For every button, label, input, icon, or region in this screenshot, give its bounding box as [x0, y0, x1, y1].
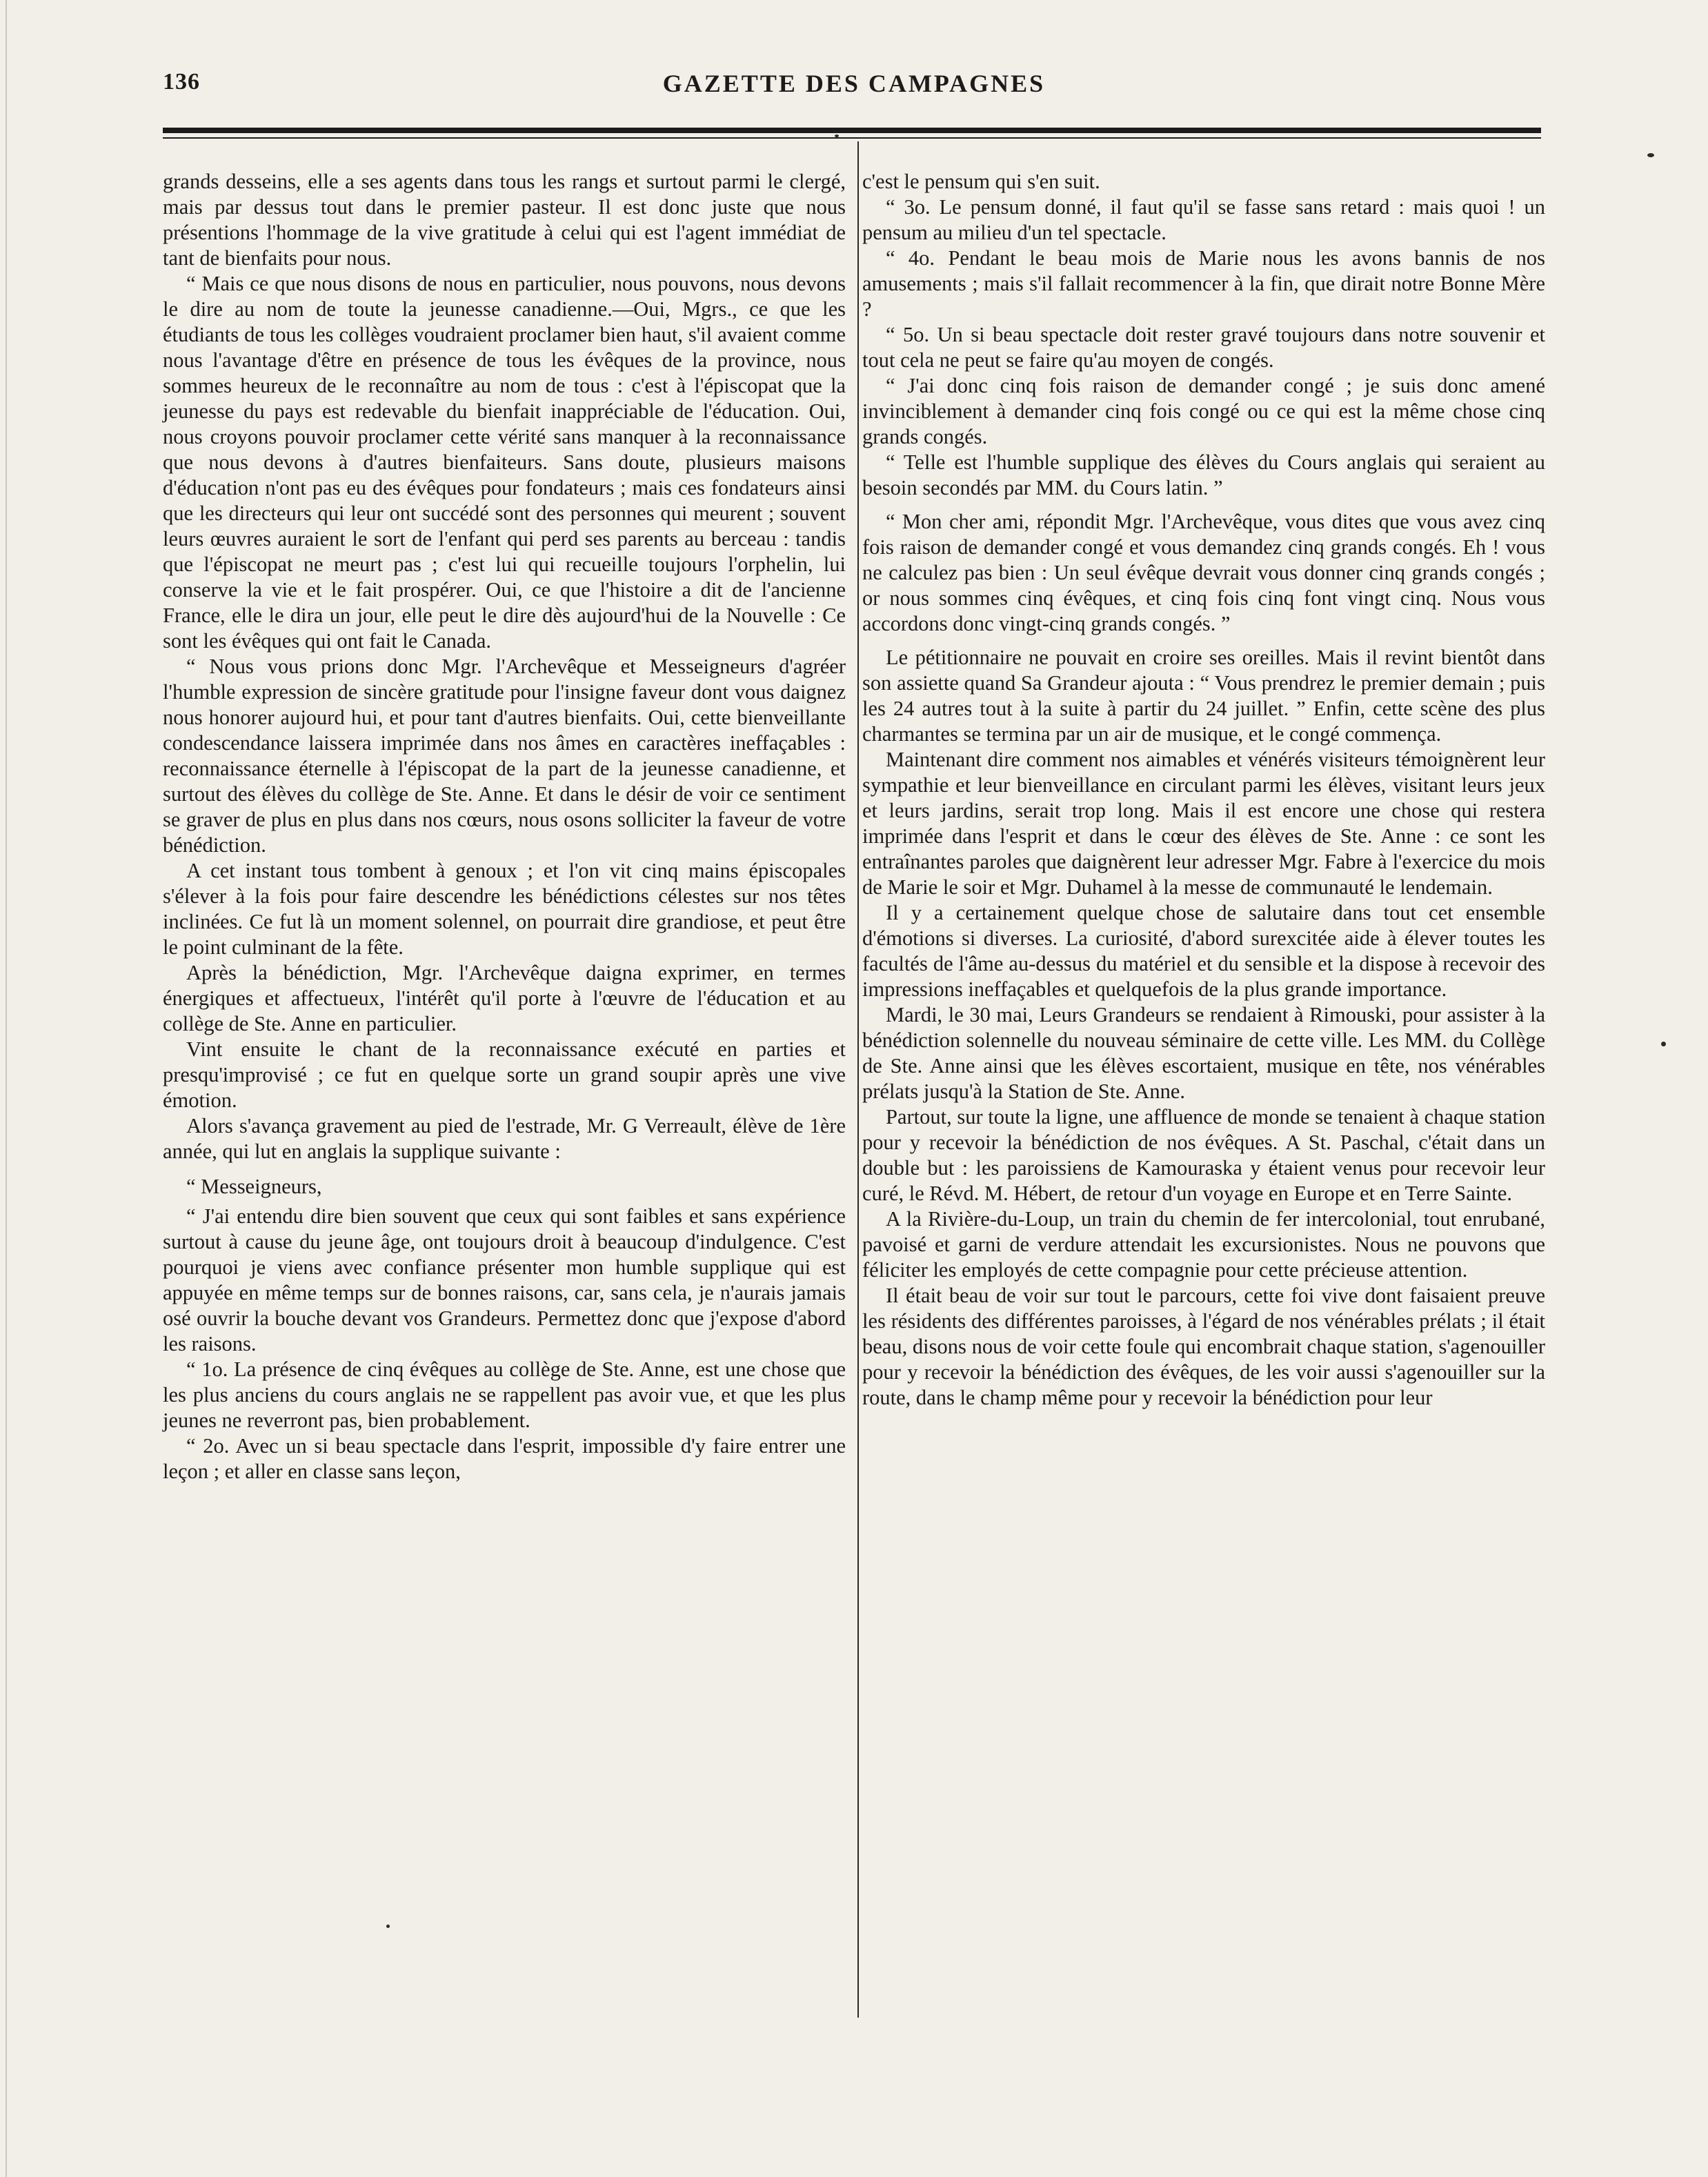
paragraph: “ 5o. Un si beau spectacle doit rester gravé toujours dans notre souvenir et tout cela ne peut se faire qu'au moyen de congés.: [862, 323, 1545, 372]
paragraph: grands desseins, elle a ses agents dans tous les rangs et surtout parmi le clergé, mais par dessus tout dans le premier pasteur. Il est donc juste que nous présentions l'hommage de la vive gratitude à celui qui est l'agent immédiat de tant de bienfaits pour nous.: [163, 170, 846, 270]
paragraph: “ 2o. Avec un si beau spectacle dans l'esprit, impossible d'y faire entrer une leçon ; et aller en classe sans leçon,: [163, 1434, 846, 1483]
paragraph: “ 3o. Le pensum donné, il faut qu'il se fasse sans retard : mais quoi ! un pensum au milieu d'un tel spectacle.: [862, 195, 1545, 244]
page-edge-line: [6, 0, 7, 2177]
paragraph: Après la bénédiction, Mgr. l'Archevêque daigna exprimer, en termes énergiques et affectueux, l'intérêt qu'il porte à l'œuvre de l'éducation et au collège de Ste. Anne en particulier.: [163, 961, 846, 1035]
paragraph: “ 4o. Pendant le beau mois de Marie nous les avons bannis de nos amusements ; mais s'il fallait recommencer à la fin, que dirait notre Bonne Mère ?: [862, 246, 1545, 321]
paragraph: Maintenant dire comment nos aimables et vénérés visiteurs témoignèrent leur sympathie et leur bienveillance en circulant parmi les élèves, visitant leurs jeux et leurs jardins, serait trop long. Mais il est encore une chose qui restera imprimée dans l'esprit et dans le cœur des élèves de Ste. Anne : ce sont les entraînantes paroles que daignèrent leur adresser Mgr. Fabre à l'exercice du mois de Marie le soir et Mgr. Duhamel à la messe de communauté le lendemain.: [862, 748, 1545, 899]
page-title: GAZETTE DES CAMPAGNES: [662, 70, 1046, 97]
page-number: 136: [163, 69, 200, 95]
paragraph: Vint ensuite le chant de la reconnaissance exécuté en parties et presqu'improvisé ; ce fut en quelque sorte un grand soupir après une vive émotion.: [163, 1037, 846, 1112]
scan-speck: [386, 1925, 390, 1928]
paragraph: Le pétitionnaire ne pouvait en croire ses oreilles. Mais il revint bientôt dans son assiette quand Sa Grandeur ajouta : “ Vous prendrez le premier demain ; puis les 24 autres tout à la suite à partir du 24 juillet. ” Enfin, cette scène des plus charmantes se termina par un air de musique, et le congé commença.: [862, 646, 1545, 746]
column-divider: [857, 141, 859, 2018]
paragraph: Alors s'avança gravement au pied de l'estrade, Mr. G Verreault, élève de 1ère année, qui lut en anglais la supplique suivante :: [163, 1114, 846, 1163]
left-column: [163, 169, 846, 1484]
paragraph: “ Mais ce que nous disons de nous en particulier, nous pouvons, nous devons le dire au nom de toute la jeunesse canadienne.—Oui, Mgrs., ce que les étudiants de tous les collèges voudraient proclamer bien haut, s'il avaient comme nous l'avantage d'être en présence de tous les évêques de la province, nous sommes heureux de le reconnaître au nom de tous : c'est à l'épiscopat que la jeunesse du pays est redevable du bienfait inappréciable de l'éducation. Oui, nous croyons pouvoir proclamer cette vérité sans manquer à la reconnaissance que nous devons à d'autres bienfaiteurs. Sans doute, plusieurs maisons d'éducation n'ont pas eu des évêques pour fondateurs ; mais ces fondateurs ainsi que les directeurs qui leur ont succédé sont des personnes qui meurent ; souvent leurs œuvres auraient le sort de l'enfant qui perd ses parents au berceau : tandis que l'épiscopat ne meurt pas ; c'est lui qui recueille toujours l'orphelin, lui conserve la vie et le fait prospérer. Oui, ce que l'histoire a dit de l'ancienne France, elle le dira un jour, elle peut le dire dès aujourd'hui de la Nouvelle : Ce sont les évêques qui ont fait le Canada.: [163, 272, 846, 653]
paragraph: A cet instant tous tombent à genoux ; et l'on vit cinq mains épiscopales s'élever à la fois pour faire descendre les bénédictions célestes sur nos têtes inclinées. Ce fut là un moment solennel, on pourrait dire grandiose, et peut être le point culminant de la fête.: [163, 859, 846, 959]
scan-speck: [1647, 153, 1654, 157]
paragraph: Mardi, le 30 mai, Leurs Grandeurs se rendaient à Rimouski, pour assister à la bénédiction solennelle du nouveau séminaire de cette ville. Les MM. du Collège de Ste. Anne ainsi que les élèves escortaient, musique en tête, nos vénérables prélats jusqu'à la Station de Ste. Anne.: [862, 1003, 1545, 1103]
paragraph: “ 1o. La présence de cinq évêques au collège de Ste. Anne, est une chose que les plus anciens du cours anglais ne se rappellent pas avoir vue, et que les plus jeunes ne reverront pas, bien probablement.: [163, 1358, 846, 1432]
paragraph: “ Mon cher ami, répondit Mgr. l'Archevêque, vous dites que vous avez cinq fois raison de demander congé et vous demandez cinq grands congés. Eh ! vous ne calculez pas bien : Un seul évêque devrait vous donner cinq grands congés ; or nous sommes cinq évêques, et cinq fois cinq font vingt cinq. Nous vous accordons donc vingt-cinq grands congés. ”: [862, 510, 1545, 635]
paragraph: “ Telle est l'humble supplique des élèves du Cours anglais qui seraient au besoin secondés par MM. du Cours latin. ”: [862, 450, 1545, 499]
paragraph: “ J'ai donc cinq fois raison de demander congé ; je suis donc amené invinciblement à demander cinq fois congé ou ce qui est la même chose cinq grands congés.: [862, 374, 1545, 448]
header-rule-thin: [163, 137, 1541, 139]
scan-speck: [835, 135, 839, 137]
paragraph: A la Rivière-du-Loup, un train du chemin de fer intercolonial, tout enrubané, pavoisé et garni de verdure attendait les excursionistes. Nous ne pouvons que féliciter les employés de cette compagnie pour cette précieuse attention.: [862, 1207, 1545, 1282]
header-rule-thick: [163, 128, 1541, 133]
right-column: [862, 169, 1545, 1411]
paragraph: Partout, sur toute la ligne, une affluence de monde se tenaient à chaque station pour y recevoir la bénédiction de nos évêques. A St. Paschal, c'était dans un double but : les paroissiens de Kamouraska y étaient venus pour recevoir leur curé, le Révd. M. Hébert, de retour d'un voyage en Europe et en Terre Sainte.: [862, 1105, 1545, 1205]
scan-speck: [1661, 1042, 1666, 1046]
paragraph: Il était beau de voir sur tout le parcours, cette foi vive dont faisaient preuve les résidents des différentes paroisses, à l'égard de nos vénérables prélats ; il était beau, disons nous de voir cette foule qui encombrait chaque station, s'agenouiller pour y recevoir la bénédiction des évêques, de les voir aussi s'agenouiller sur la route, dans le champ même pour y recevoir la bénédiction pour leur: [862, 1284, 1545, 1409]
salutation: “ Messeigneurs,: [186, 1175, 322, 1198]
paragraph: c'est le pensum qui s'en suit.: [862, 170, 1100, 193]
paragraph: Il y a certainement quelque chose de salutaire dans tout cet ensemble d'émotions si diverses. La curiosité, d'abord surexcitée aide à élever toutes les facultés de l'âme au-dessus du matériel et du sensible et la dispose à recevoir des impressions ineffaçables et quelquefois de la plus grande importance.: [862, 901, 1545, 1001]
paragraph: “ J'ai entendu dire bien souvent que ceux qui sont faibles et sans expérience surtout à cause du jeune âge, ont toujours droit à beaucoup d'indulgence. C'est pourquoi je viens avec confiance présenter mon humble supplique qui est appuyée en même temps sur de bonnes raisons, car, sans cela, je n'aurais jamais osé ouvrir la bouche devant vos Grandeurs. Permettez donc que j'expose d'abord les raisons.: [163, 1204, 846, 1355]
paragraph: “ Nous vous prions donc Mgr. l'Archevêque et Messeigneurs d'agréer l'humble expression de sincère gratitude pour l'insigne faveur dont vous daignez nous honorer aujourd hui, et pour tant d'autres bienfaits. Oui, cette bienveillante condescendance laissera imprimée dans nos âmes en caractères ineffaçables : reconnaissance éternelle à l'épiscopat de la part de la jeunesse canadienne, et surtout des élèves du collège de Ste. Anne. Et dans le désir de voir ce sentiment se graver de plus en plus dans nos cœurs, nous osons solliciter la faveur de votre bénédiction.: [163, 655, 846, 857]
